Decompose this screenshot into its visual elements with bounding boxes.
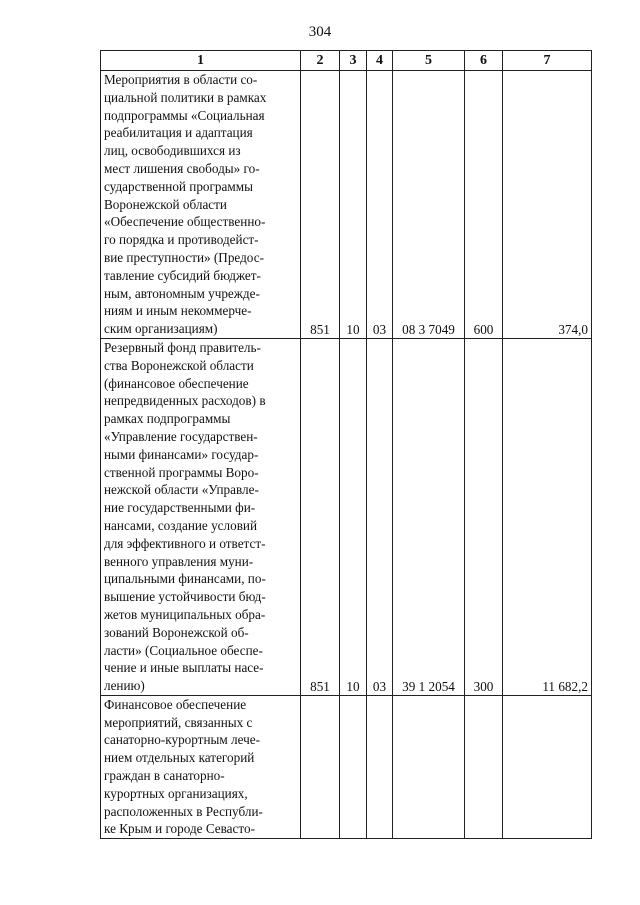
row-description: Мероприятия в области со- циальной политики в рамках подпрограммы «Социальная реабилитация и адаптация лиц, освободившихся из мест лишения свободы» го- сударственной программы Воронежской области «Обеспечение общественно- го порядка и противодейст- вие преступности» (Предос- тавление субсидий бюджет- ным, автономным учрежде- ниям и иным некоммерче- ским организациям) [101, 71, 301, 339]
row-section-code: 10 [340, 338, 367, 695]
header-col-5: 5 [393, 51, 465, 71]
page-number: 304 [308, 24, 332, 40]
header-col-7: 7 [503, 51, 592, 71]
row-ministry-code: 851 [301, 338, 340, 695]
row-amount: 374,0 [503, 71, 592, 339]
row-target-article [393, 695, 465, 838]
header-row [101, 51, 592, 71]
row-ministry-code [301, 695, 340, 838]
row-section-code [340, 695, 367, 838]
header-col-2: 2 [301, 51, 340, 71]
table-row [101, 71, 592, 339]
row-ministry-code: 851 [301, 71, 340, 339]
row-section-code: 10 [340, 71, 367, 339]
table-row [101, 695, 592, 838]
header-col-4: 4 [367, 51, 393, 71]
row-description: Резервный фонд правитель- ства Воронежской области (финансовое обеспечение непредвиденных расходов) в рамках подпрограммы «Управление государствен- ными финансами» государ- ственной программы Воро- нежской области «Управле- ние государственными фи- нансами, создание условий для эффективного и ответст- венного управления муни- ципальными финансами, по- вышение устойчивости бюд- жетов муниципальных обра- зований Воронежской об- ласти» (Социальное обеспе- чение и иные выплаты насе- лению) [101, 338, 301, 695]
header-col-1: 1 [101, 51, 301, 71]
row-amount [503, 695, 592, 838]
row-subsection-code [367, 695, 393, 838]
row-subsection-code: 03 [367, 71, 393, 339]
row-subsection-code: 03 [367, 338, 393, 695]
row-amount: 11 682,2 [503, 338, 592, 695]
row-target-article: 39 1 2054 [393, 338, 465, 695]
table-row [101, 338, 592, 695]
row-expense-type: 600 [465, 71, 503, 339]
row-target-article: 08 3 7049 [393, 71, 465, 339]
row-description: Финансовое обеспечение мероприятий, связанных с санаторно-курортным лече- нием отдельных категорий граждан в санаторно- курортных организациях, расположенных в Республи- ке Крым и городе Севасто- [101, 695, 301, 838]
row-expense-type: 300 [465, 338, 503, 695]
budget-table [100, 50, 592, 839]
header-col-6: 6 [465, 51, 503, 71]
row-expense-type [465, 695, 503, 838]
header-col-3: 3 [340, 51, 367, 71]
